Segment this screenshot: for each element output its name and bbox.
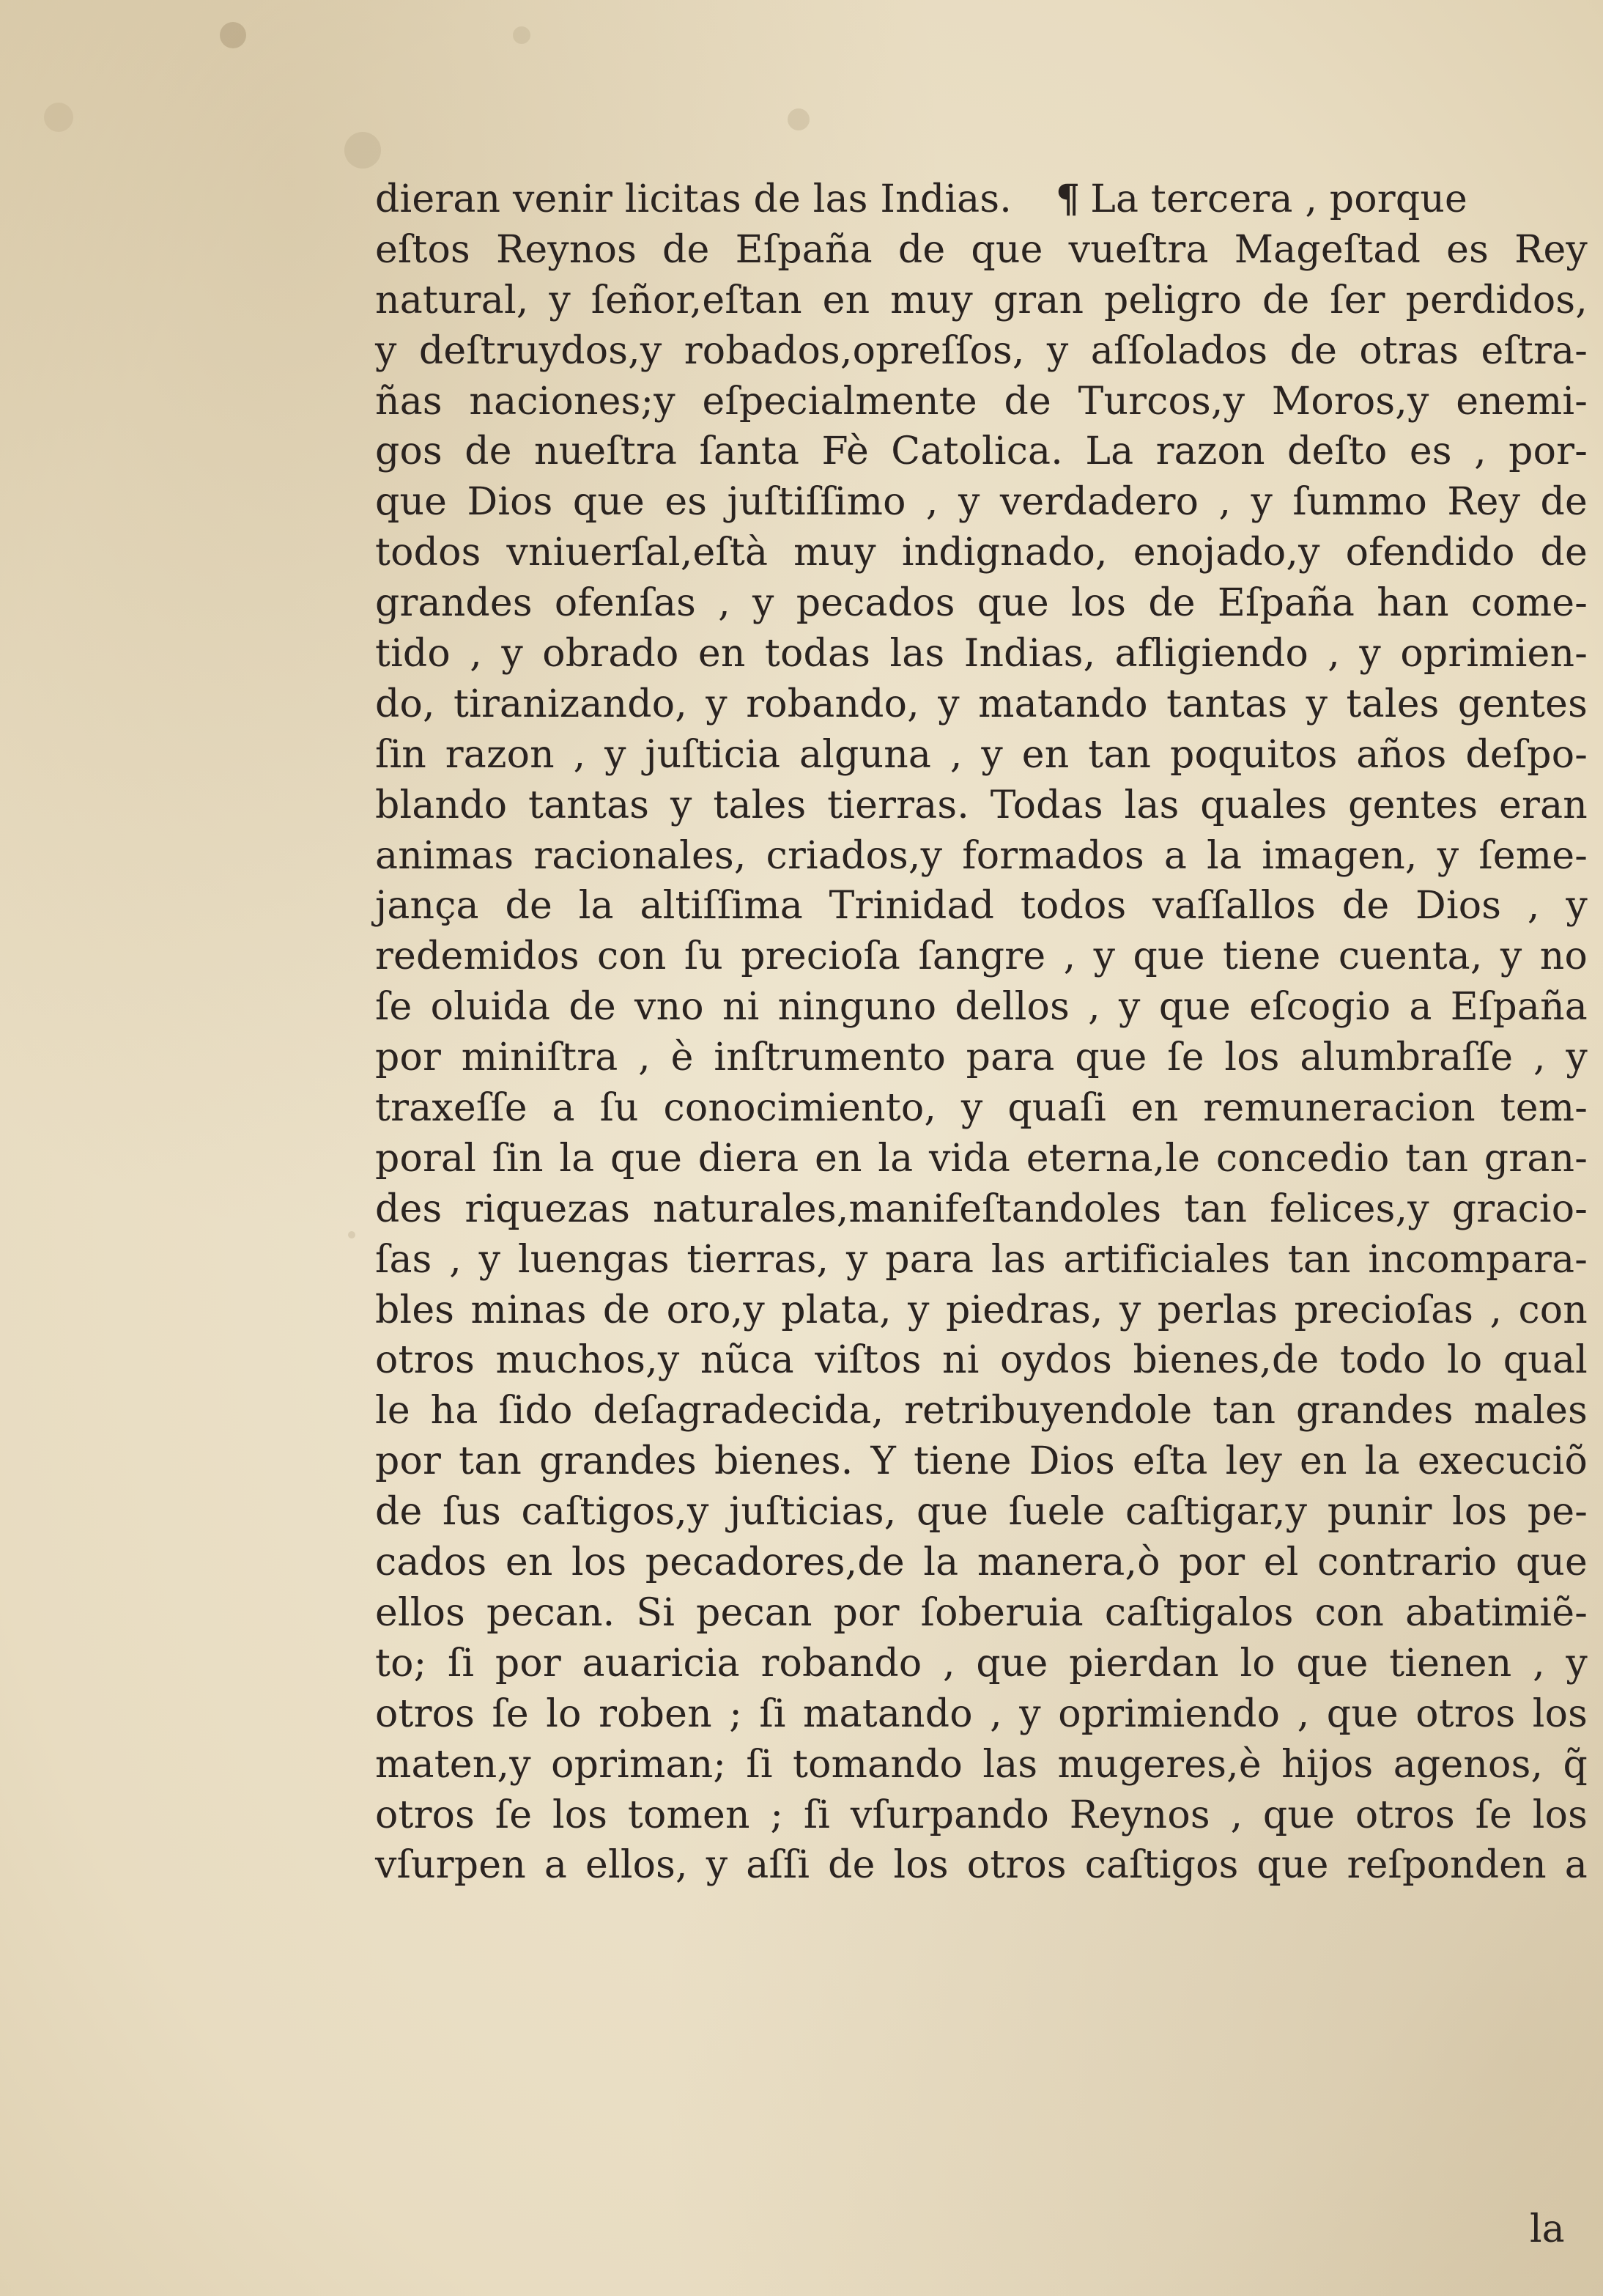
text-line: otros ſe lo roben ; ſi matando , y oprimiendo , que otros los bbox=[375, 1691, 1588, 1736]
text-line: animas racionales, criados,y formados a la imagen, y ſeme- bbox=[375, 833, 1588, 878]
text-line: ſas , y luengas tierras, y para las artificiales tan incompara- bbox=[375, 1237, 1588, 1282]
text-line: bles minas de oro,y plata, y piedras, y perlas precioſas , con bbox=[375, 1288, 1588, 1332]
text-line: por tan grandes bienes. Y tiene Dios eſta ley en la execuciõ bbox=[375, 1439, 1588, 1484]
text-line: jança de la altiſſima Trinidad todos vaſſallos de Dios , y bbox=[375, 884, 1588, 929]
text-line: que Dios que es juſtiſſimo , y verdadero , y ſummo Rey de bbox=[375, 480, 1588, 525]
paper-stain bbox=[220, 22, 246, 48]
text-line: gos de nueſtra ſanta Fè Catolica. La razon deſto es , por- bbox=[375, 429, 1588, 474]
catchword: la bbox=[1530, 2207, 1565, 2251]
text-line: ñas naciones;y eſpecialmente de Turcos,y Moros,y enemi- bbox=[375, 379, 1588, 424]
paper-stain bbox=[788, 108, 810, 130]
text-line: y deſtruydos,y robados,opreſſos, y aſſolados de otras eſtra- bbox=[375, 328, 1588, 373]
text-line: des riquezas naturales,manifeſtandoles tan felices,y gracio- bbox=[375, 1186, 1588, 1231]
text-line: to; ſi por auaricia robando , que pierdan lo que tienen , y bbox=[375, 1641, 1588, 1686]
text-line: ſin razon , y juſticia alguna , y en tan poquitos años deſpo- bbox=[375, 732, 1588, 777]
text-line: blando tantas y tales tierras. Todas las quales gentes eran bbox=[375, 783, 1588, 827]
pilcrow-mark: ¶ bbox=[1055, 177, 1081, 221]
text-line: redemidos con ſu precioſa ſangre , y que tiene cuenta, y no bbox=[375, 934, 1588, 979]
text-line: ellos pecan. Si pecan por ſoberuia caſtigalos con abatimiẽ- bbox=[375, 1590, 1588, 1635]
text-line: eſtos Reynos de Eſpaña de que vueſtra Mageſtad es Rey bbox=[375, 227, 1588, 272]
text-line: todos vniuerſal,eſtà muy indignado, enojado,y ofendido de bbox=[375, 531, 1588, 575]
text-line: tido , y obrado en todas las Indias, afligiendo , y oprimien- bbox=[375, 632, 1588, 676]
text-line: vſurpen a ellos, y aſſi de los otros caſtigos que reſponden a bbox=[375, 1843, 1588, 1888]
text-line-1-end: La tercera , porque bbox=[1090, 177, 1468, 221]
paper-stain bbox=[44, 103, 73, 132]
text-line: otros ſe los tomen ; ſi vſurpando Reynos , que otros ſe los bbox=[375, 1793, 1588, 1837]
text-line: traxeſſe a ſu conocimiento, y quaſi en remuneracion tem- bbox=[375, 1086, 1588, 1131]
paper-stain bbox=[344, 132, 381, 169]
text-line: otros muchos,y nũca viſtos ni oydos bienes,de todo lo qual bbox=[375, 1338, 1588, 1383]
text-line: maten,y opriman; ſi tomando las mugeres,è hijos agenos, q̃ bbox=[375, 1742, 1588, 1787]
text-line: ſe oluida de vno ni ninguno dellos , y que eſcogio a Eſpaña bbox=[375, 985, 1588, 1030]
paper-stain bbox=[348, 1231, 355, 1239]
text-line-1-start: dieran venir licitas de las Indias. bbox=[375, 177, 1012, 221]
text-line: por miniſtra , è inſtrumento para que ſe los alumbraſſe , y bbox=[375, 1036, 1588, 1080]
page-body-text bbox=[375, 174, 1588, 1891]
text-line: do, tiranizando, y robando, y matando tantas y tales gentes bbox=[375, 682, 1588, 726]
text-line: natural, y ſeñor,eſtan en muy gran peligro de ſer perdidos, bbox=[375, 278, 1588, 322]
text-line: grandes ofenſas , y pecados que los de Eſpaña han come- bbox=[375, 581, 1588, 626]
text-line: le ha ſido deſagradecida, retribuyendole tan grandes males bbox=[375, 1389, 1588, 1433]
text-line: cados en los pecadores,de la manera,ò por el contrario que bbox=[375, 1540, 1588, 1585]
text-line: poral ſin la que diera en la vida eterna,le concedio tan gran- bbox=[375, 1136, 1588, 1181]
text-line-1 bbox=[375, 174, 1588, 225]
text-line: de ſus caſtigos,y juſticias, que ſuele caſtigar,y punir los pe- bbox=[375, 1490, 1588, 1535]
paper-stain bbox=[513, 26, 530, 44]
